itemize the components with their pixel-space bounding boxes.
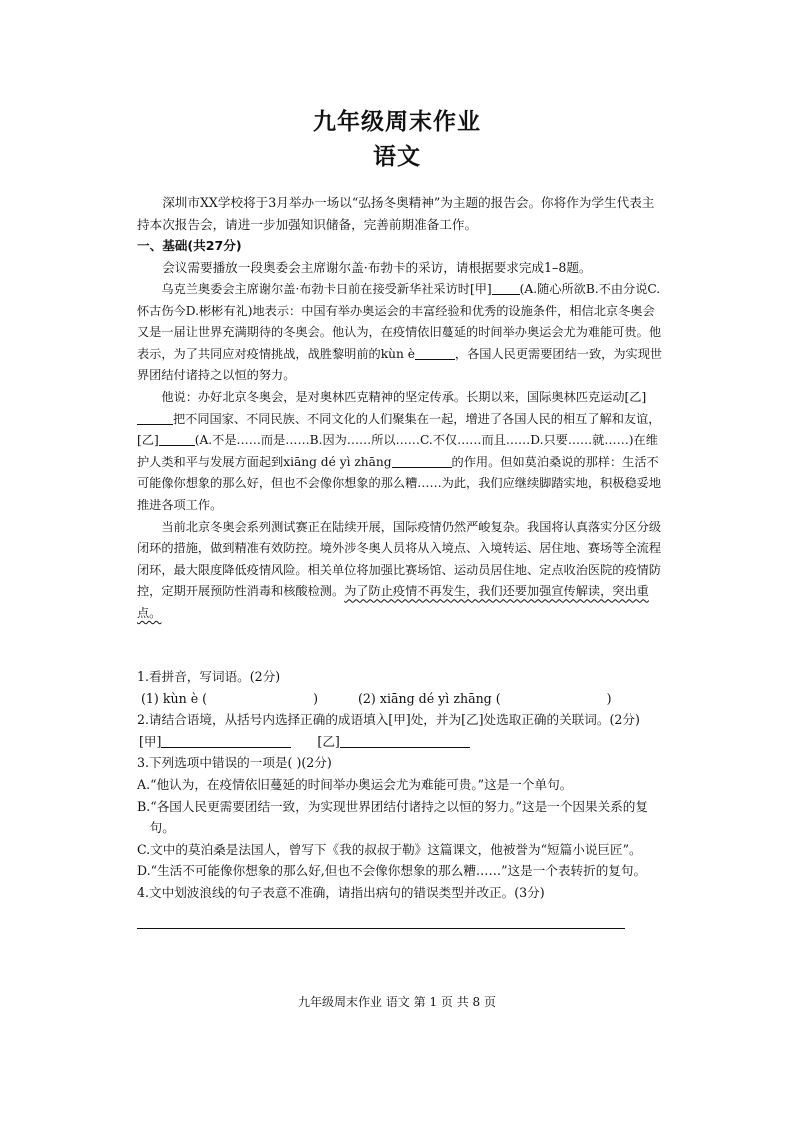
section-heading: 一、基础(共27分) <box>137 238 242 254</box>
intro-paragraph: 深圳市XX学校将于3月举办一场以“弘扬冬奥精神”为主题的报告会。你将作为学生代表主持本次报告会，请进一步加强知识储备，完善前期准备工作。 <box>137 195 655 232</box>
answer-line-q4[interactable] <box>137 928 625 929</box>
fill-blank <box>415 345 455 360</box>
blank-mark-yi: [乙] <box>624 389 647 404</box>
section-instruction: 会议需要播放一段奥委会主席谢尔盖·布勃卡的采访，请根据要求完成1–8题。 <box>162 259 592 275</box>
answer-yi-label: [乙] <box>317 733 340 749</box>
option-c: C.文中的莫泊桑是法国人，曾写下《我的叔叔于勒》这篇课文，他被誉为“短篇小说巨匠”。 <box>137 841 642 857</box>
questions-section <box>137 666 665 904</box>
fill-blank <box>137 410 173 425</box>
passage-text: 把不同国家、不同民族、不同文化的人们聚集在一起，增进了各国人民的相互了解和友谊， <box>173 411 661 426</box>
passage-paragraph-3 <box>137 517 665 625</box>
fill-blank <box>159 431 195 446</box>
answer-1-label: (1) kùn è ( <box>141 690 208 706</box>
option-b: B.“各国人民更需要团结一致，为实现世界团结付诸持之以恒的努力。”这是一个因果关系的复句。 <box>137 798 648 836</box>
passage-text: 乌克兰奥委会主席谢尔盖·布勃卡日前在接受新华社采访时 <box>161 282 470 296</box>
passage-text: 当前北京冬奥会系列测试赛正在陆续开展，国际疫情仍然严峻复杂。我国将认真落实分区分级闭环的措施，做到精准有效防控。境外涉冬奥人员将从入境点、入境转运、居住地、赛场等全流程闭环，最大限度降低疫情风险。相关单位将加强比赛场馆、运动员居住地、定点收治医院的疫情防控，定期开展预防性消毒和核酸检测。 <box>137 519 662 599</box>
answer-1-close: ) <box>313 690 318 706</box>
question-2: 2.请结合语境，从括号内选择正确的成语填入[甲]处，并为[乙]处选取正确的关联词。(2分) <box>137 712 640 728</box>
passage-text: 他说：办好北京冬奥会，是对奥林匹克精神的坚定传承。长期以来，国际奥林匹克运动 <box>161 389 625 404</box>
question-4: 4.文中划波浪线的句子表意不准确，请指出病句的错误类型并改正。(3分) <box>137 884 545 900</box>
question-3: 3.下列选项中错误的一项是( )(2分) <box>137 755 332 771</box>
document-title: 九年级周末作业 <box>313 109 481 135</box>
answer-2-close: ) <box>606 690 612 706</box>
option-d: D.“生活不可能像你想象的那么好,但也不会像你想象的那么糟……”这是一个表转折的复句。 <box>137 863 647 879</box>
pinyin-text: kùn è <box>380 346 415 361</box>
blank-mark-yi: [乙] <box>137 433 159 448</box>
passage-text: (A.不是……而是……B.因为……所以……C.不仅……而且……D.只要……就……)在维护人类和平与发展方面起到 <box>137 433 658 469</box>
reading-passage <box>137 279 665 625</box>
answer-jia-label: [甲] <box>139 733 162 749</box>
wavy-underlined-sentence: 为了防止疫情不再发生，我们还要加强宣传解读，突出重点。 <box>137 584 649 620</box>
blank-mark-jia: [甲] <box>469 282 492 296</box>
question-1-answers <box>137 688 665 710</box>
question-1: 1.看拼音，写词语。(2分) <box>137 669 281 684</box>
option-a: A.“他认为，在疫情依旧蔓延的时间举办奥运会尤为难能可贵。”这是一个单句。 <box>137 776 573 792</box>
document-subtitle: 语文 <box>373 144 421 170</box>
answer-jia-line[interactable] <box>161 733 291 748</box>
passage-paragraph-1 <box>137 279 665 387</box>
passage-paragraph-2 <box>137 387 665 517</box>
pinyin-text: xiāng dé yì zhāng <box>283 454 392 469</box>
question-2-answers <box>137 731 665 753</box>
passage-text: 的作用。但如莫泊桑说的那样：生活不可能像你想象的那么好，但也不会像你想象的那么糟……为此，我们应继续脚踏实地，积极稳妥地推进各项工作。 <box>137 454 662 512</box>
page-footer: 九年级周末作业 语文 第 1 页 共 8 页 <box>298 995 496 1009</box>
fill-blank <box>392 453 452 468</box>
fill-blank <box>492 280 520 295</box>
passage-text: (A.随心所欲B.不由分说C.怀古伤今D.彬彬有礼)地表示：中国有举办奥运会的丰富经验和优秀的设施条件，相信北京冬奥会又是一届让世界充满期待的冬奥会。他认为，在疫情依旧蔓延的时间举办奥运会尤为难能可贵。他表示，为了共同应对疫情挑战，战胜黎明前的 <box>137 282 662 361</box>
answer-2-label: (2) xiāng dé yì zhāng ( <box>358 690 501 706</box>
answer-yi-line[interactable] <box>340 733 470 748</box>
intro-section <box>137 192 665 278</box>
passage-text: ，各国人民更需要团结一致，为实现世界团结付诸持之以恒的努力。 <box>137 346 663 383</box>
